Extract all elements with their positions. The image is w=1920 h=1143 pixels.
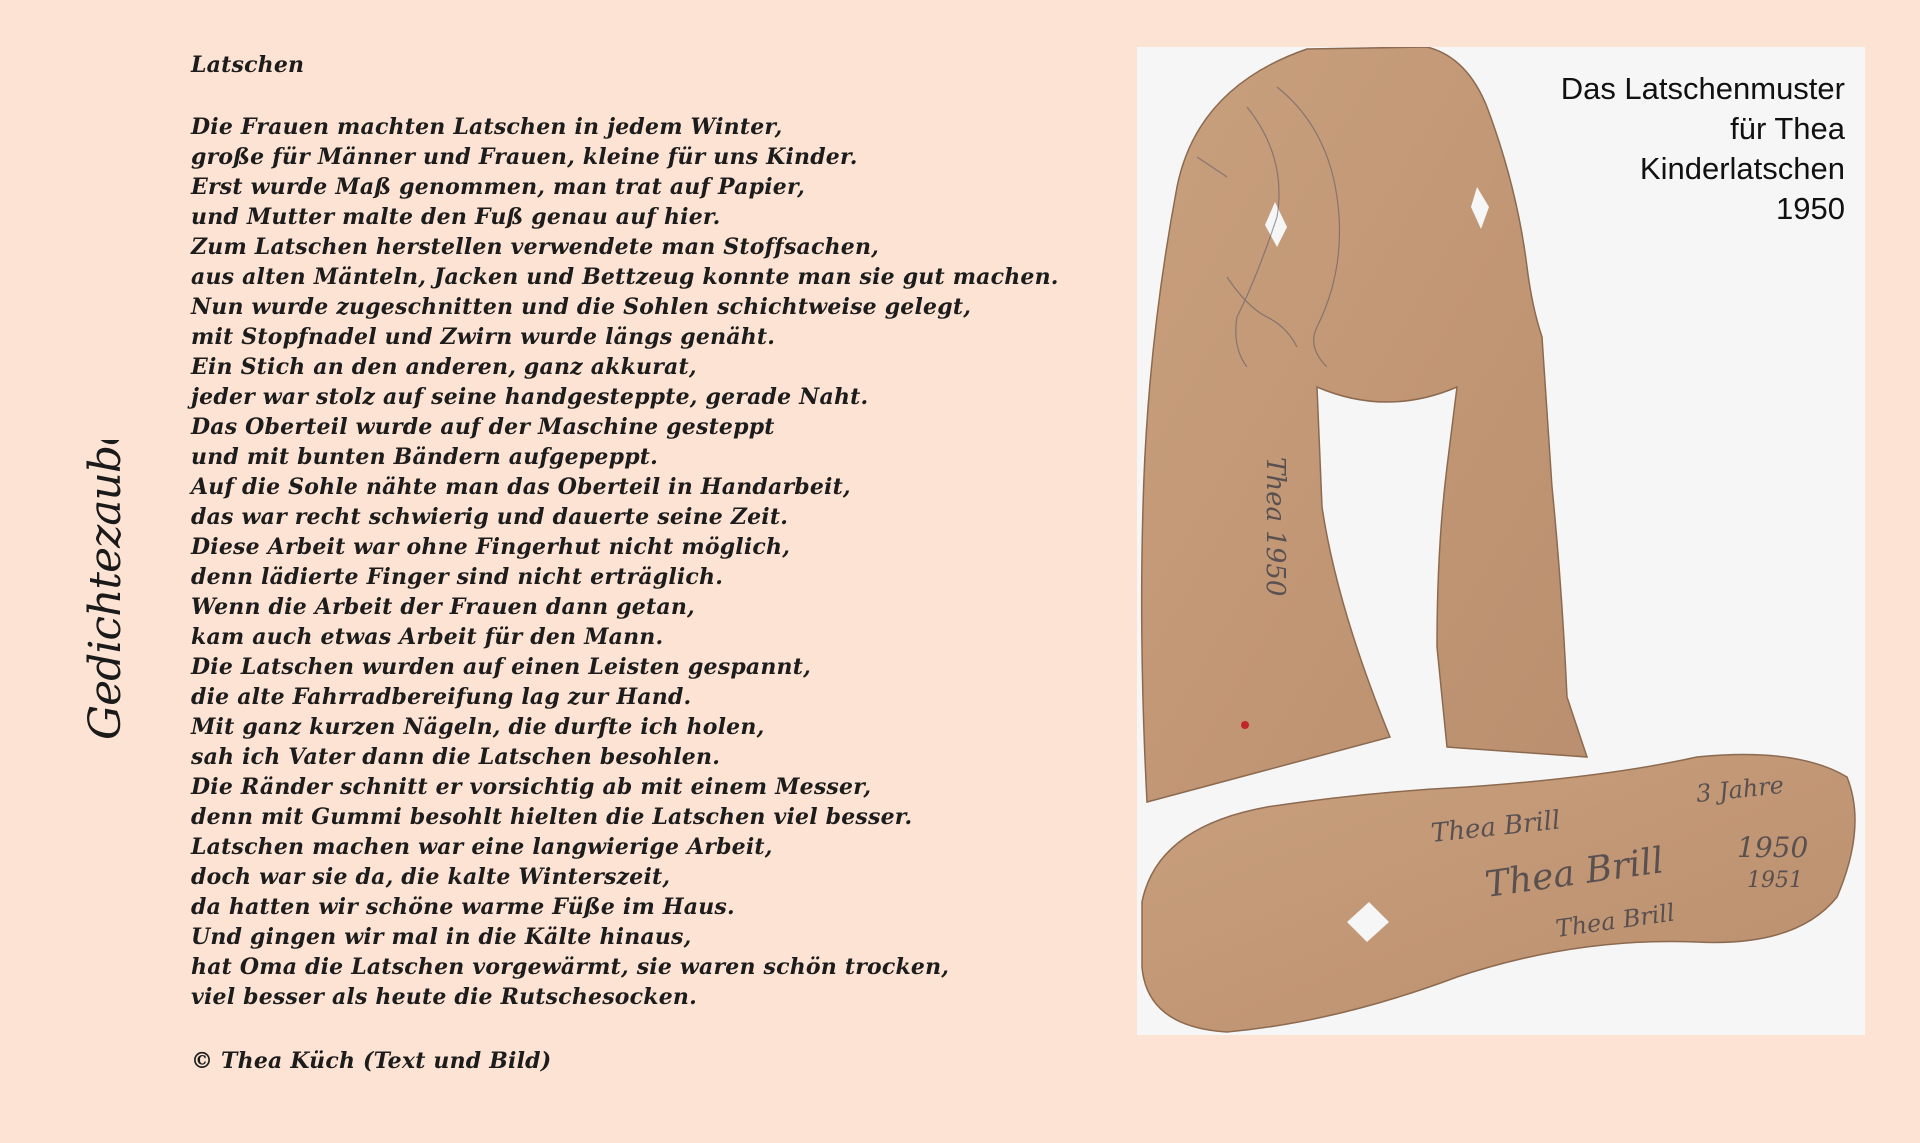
handwriting-year-2: 1951 xyxy=(1747,868,1803,893)
poem-line: Zum Latschen herstellen verwendete man Stoffsachen, xyxy=(191,234,880,260)
handwriting-name-1: Thea Brill xyxy=(1429,805,1562,849)
copyright-notice: © Thea Küch (Text und Bild) xyxy=(191,1048,552,1074)
poem-line: sah ich Vater dann die Latschen besohlen. xyxy=(191,744,721,770)
poem-line: denn mit Gummi besohlt hielten die Latschen viel besser. xyxy=(191,804,913,830)
handwriting-name-3: Thea Brill xyxy=(1553,898,1677,943)
poem-line: kam auch etwas Arbeit für den Mann. xyxy=(191,624,664,650)
poem-line: Auf die Sohle nähte man das Oberteil in Handarbeit, xyxy=(191,474,851,500)
poem-line: Das Oberteil wurde auf der Maschine gesteppt xyxy=(191,414,775,440)
signature-text: Gedichtezauber xyxy=(80,440,131,740)
poem-line: Die Ränder schnitt er vorsichtig ab mit einem Messer, xyxy=(191,774,872,800)
poem-line: viel besser als heute die Rutschesocken. xyxy=(191,984,697,1010)
poem-line: Mit ganz kurzen Nägeln, die durfte ich holen, xyxy=(191,714,765,740)
handwriting-year-1: 1950 xyxy=(1737,831,1809,864)
poem-lines xyxy=(191,112,1091,1012)
poem-line: große für Männer und Frauen, kleine für uns Kinder. xyxy=(191,144,858,170)
poem-line: die alte Fahrradbereifung lag zur Hand. xyxy=(191,684,692,710)
poem-line: aus alten Mänteln, Jacken und Bettzeug konnte man sie gut machen. xyxy=(191,264,1059,290)
caption-line: für Thea xyxy=(1730,111,1845,146)
poem-line: Diese Arbeit war ohne Fingerhut nicht möglich, xyxy=(191,534,791,560)
poem xyxy=(191,50,1091,1076)
caption-line: Kinderlatschen xyxy=(1639,151,1845,186)
slipper-pattern-photo xyxy=(1137,47,1865,1035)
photo-caption xyxy=(1561,69,1845,229)
poem-line: Latschen machen war eine langwierige Arbeit, xyxy=(191,834,773,860)
poem-line: Wenn die Arbeit der Frauen dann getan, xyxy=(191,594,695,620)
poem-line: und Mutter malte den Fuß genau auf hier. xyxy=(191,204,721,230)
poem-line: Erst wurde Maß genommen, man trat auf Papier, xyxy=(191,174,806,200)
poem-line: da hatten wir schöne warme Füße im Haus. xyxy=(191,894,735,920)
poem-line: Die Frauen machten Latschen in jedem Winter, xyxy=(191,114,783,140)
upper-pattern-piece xyxy=(1142,47,1587,802)
poem-line: doch war sie da, die kalte Winterszeit, xyxy=(191,864,671,890)
poem-line: Ein Stich an den anderen, ganz akkurat, xyxy=(191,354,697,380)
poem-line: hat Oma die Latschen vorgewärmt, sie waren schön trocken, xyxy=(191,954,950,980)
poem-line: und mit bunten Bändern aufgepeppt. xyxy=(191,444,659,470)
poem-line: Die Latschen wurden auf einen Leisten gespannt, xyxy=(191,654,811,680)
poem-line: das war recht schwierig und dauerte seine Zeit. xyxy=(191,504,789,530)
poem-line: jeder war stolz auf seine handgesteppte, gerade Naht. xyxy=(191,384,869,410)
gedichtezauber-signature xyxy=(20,440,170,760)
poem-line: denn lädierte Finger sind nicht erträglich. xyxy=(191,564,724,590)
poem-title: Latschen xyxy=(191,52,305,78)
handwriting-upper: Thea 1950 xyxy=(1260,457,1290,597)
poem-line: mit Stopfnadel und Zwirn wurde längs genäht. xyxy=(191,324,776,350)
handwriting-name-2: Thea Brill xyxy=(1482,840,1667,906)
poem-line: Nun wurde zugeschnitten und die Sohlen schichtweise gelegt, xyxy=(191,294,972,320)
caption-line: 1950 xyxy=(1776,191,1845,226)
poem-line: Und gingen wir mal in die Kälte hinaus, xyxy=(191,924,692,950)
caption-line: Das Latschenmuster xyxy=(1560,71,1845,106)
handwriting-note: 3 Jahre xyxy=(1694,770,1786,808)
red-dot xyxy=(1241,721,1249,729)
signature-graphic xyxy=(20,440,170,760)
